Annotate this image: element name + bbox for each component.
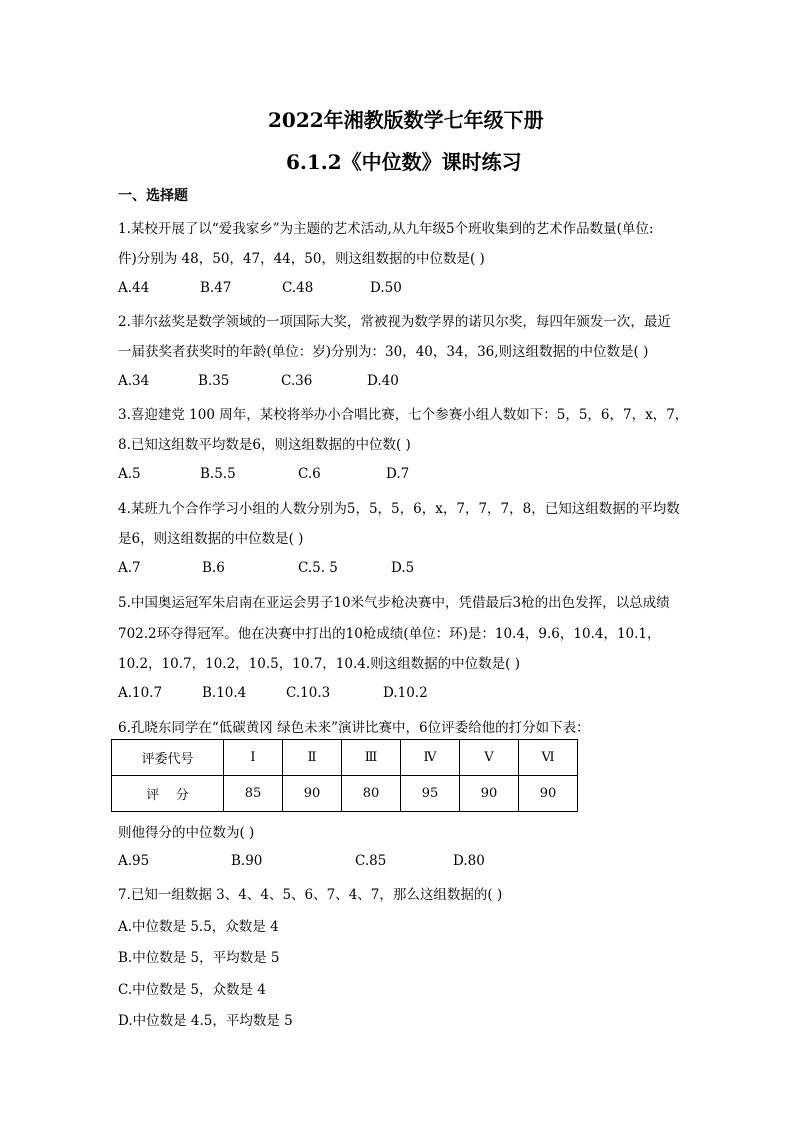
option-a[interactable]: A.95 — [118, 853, 150, 869]
q6-after-table: 则他得分的中位数为( ) — [118, 825, 255, 841]
q3-options — [118, 466, 409, 482]
option-d[interactable]: D.5 — [391, 560, 415, 576]
q2-options — [118, 373, 399, 389]
option-b[interactable]: B.5.5 — [200, 466, 236, 482]
table-header-cell: Ⅰ — [224, 740, 283, 776]
q7-line-1: 7.已知一组数据 3、4、4、5、6、7、4、7，那么这组数据的( ) — [118, 887, 503, 903]
score-table — [111, 739, 578, 812]
option-c[interactable]: C.10.3 — [286, 685, 331, 701]
option-b[interactable]: B.90 — [231, 853, 263, 869]
option-a[interactable]: A.5 — [118, 466, 141, 482]
table-header-cell: Ⅳ — [401, 740, 460, 776]
table-header-cell: Ⅵ — [519, 740, 578, 776]
q4-options — [118, 560, 414, 576]
section-heading: 一、选择题 — [118, 188, 188, 204]
option-c[interactable]: C.5. 5 — [298, 560, 338, 576]
option-c[interactable]: C.48 — [282, 280, 314, 296]
q7-option-d[interactable]: D.中位数是 4.5，平均数是 5 — [118, 1013, 293, 1029]
table-header-row — [112, 740, 578, 776]
q5-line-2: 702.2环夺得冠军。他在决赛中打出的10枪成绩(单位：环)是：10.4，9.6，10.4，10.1， — [118, 626, 661, 642]
q1-options — [118, 280, 402, 296]
q3-line-1: 3.喜迎建党 100 周年，某校将举办小合唱比赛，七个参赛小组人数如下：5，5，6，7，x，7， — [118, 407, 689, 423]
option-a[interactable]: A.44 — [118, 280, 150, 296]
option-d[interactable]: D.80 — [453, 853, 485, 869]
document-subtitle: 6.1.2《中位数》课时练习 — [286, 150, 522, 174]
option-b[interactable]: B.6 — [202, 560, 225, 576]
q1-line-1: 1.某校开展了以“爱我家乡”为主题的艺术活动,从九年级5个班收集到的艺术作品数量(单位: — [118, 221, 654, 237]
q6-line-1: 6.孔晓东同学在“低碳黄冈 绿色未来”演讲比赛中，6位评委给他的打分如下表： — [118, 720, 590, 736]
q5-line-1: 5.中国奥运冠军朱启南在亚运会男子10米气步枪决赛中，凭借最后3枪的出色发挥，以总成绩 — [118, 595, 670, 611]
option-c[interactable]: C.36 — [281, 373, 313, 389]
option-d[interactable]: D.50 — [370, 280, 402, 296]
table-row — [112, 776, 578, 812]
q4-line-2: 是6，则这组数据的中位数是( ) — [118, 531, 304, 547]
q5-options — [118, 685, 428, 701]
option-a[interactable]: A.10.7 — [118, 685, 163, 701]
q2-line-1: 2.菲尔兹奖是数学领域的一项国际大奖，常被视为数学界的诺贝尔奖，每四年颁发一次，最近 — [118, 314, 671, 330]
option-b[interactable]: B.10.4 — [202, 685, 247, 701]
option-c[interactable]: C.6 — [298, 466, 321, 482]
option-d[interactable]: D.40 — [367, 373, 399, 389]
table-cell: 80 — [342, 776, 401, 812]
table-cell: 90 — [519, 776, 578, 812]
document-title: 2022年湘教版数学七年级下册 — [268, 108, 544, 132]
q6-options — [118, 853, 485, 869]
table-cell: 95 — [401, 776, 460, 812]
option-a[interactable]: A.34 — [118, 373, 150, 389]
q7-option-a[interactable]: A.中位数是 5.5，众数是 4 — [118, 919, 279, 935]
table-header-cell: 评委代号 — [112, 740, 224, 776]
q1-line-2: 件)分别为 48，50，47，44，50，则这组数据的中位数是( ) — [118, 251, 485, 267]
option-b[interactable]: B.47 — [200, 280, 232, 296]
option-d[interactable]: D.10.2 — [383, 685, 428, 701]
table-header-cell: Ⅴ — [460, 740, 519, 776]
q5-line-3: 10.2，10.7，10.2，10.5，10.7，10.4.则这组数据的中位数是( ) — [118, 656, 520, 672]
q7-option-b[interactable]: B.中位数是 5，平均数是 5 — [118, 950, 280, 966]
table-cell: 90 — [283, 776, 342, 812]
q3-line-2: 8.已知这组数平均数是6，则这组数据的中位数( ) — [118, 437, 411, 453]
table-cell: 90 — [460, 776, 519, 812]
table-header-cell: Ⅲ — [342, 740, 401, 776]
q7-option-c[interactable]: C.中位数是 5，众数是 4 — [118, 982, 266, 998]
table-cell: 85 — [224, 776, 283, 812]
option-b[interactable]: B.35 — [198, 373, 230, 389]
option-d[interactable]: D.7 — [386, 466, 410, 482]
q4-line-1: 4.某班九个合作学习小组的人数分别为5，5，5，6，x，7，7，7，8，已知这组数据的平均数 — [118, 501, 680, 517]
q2-line-2: 一届获奖者获奖时的年龄(单位：岁)分别为：30，40，34，36,则这组数据的中位数是( ) — [118, 344, 649, 360]
table-header-cell: Ⅱ — [283, 740, 342, 776]
table-cell: 评 分 — [112, 776, 224, 812]
option-c[interactable]: C.85 — [355, 853, 387, 869]
option-a[interactable]: A.7 — [118, 560, 141, 576]
